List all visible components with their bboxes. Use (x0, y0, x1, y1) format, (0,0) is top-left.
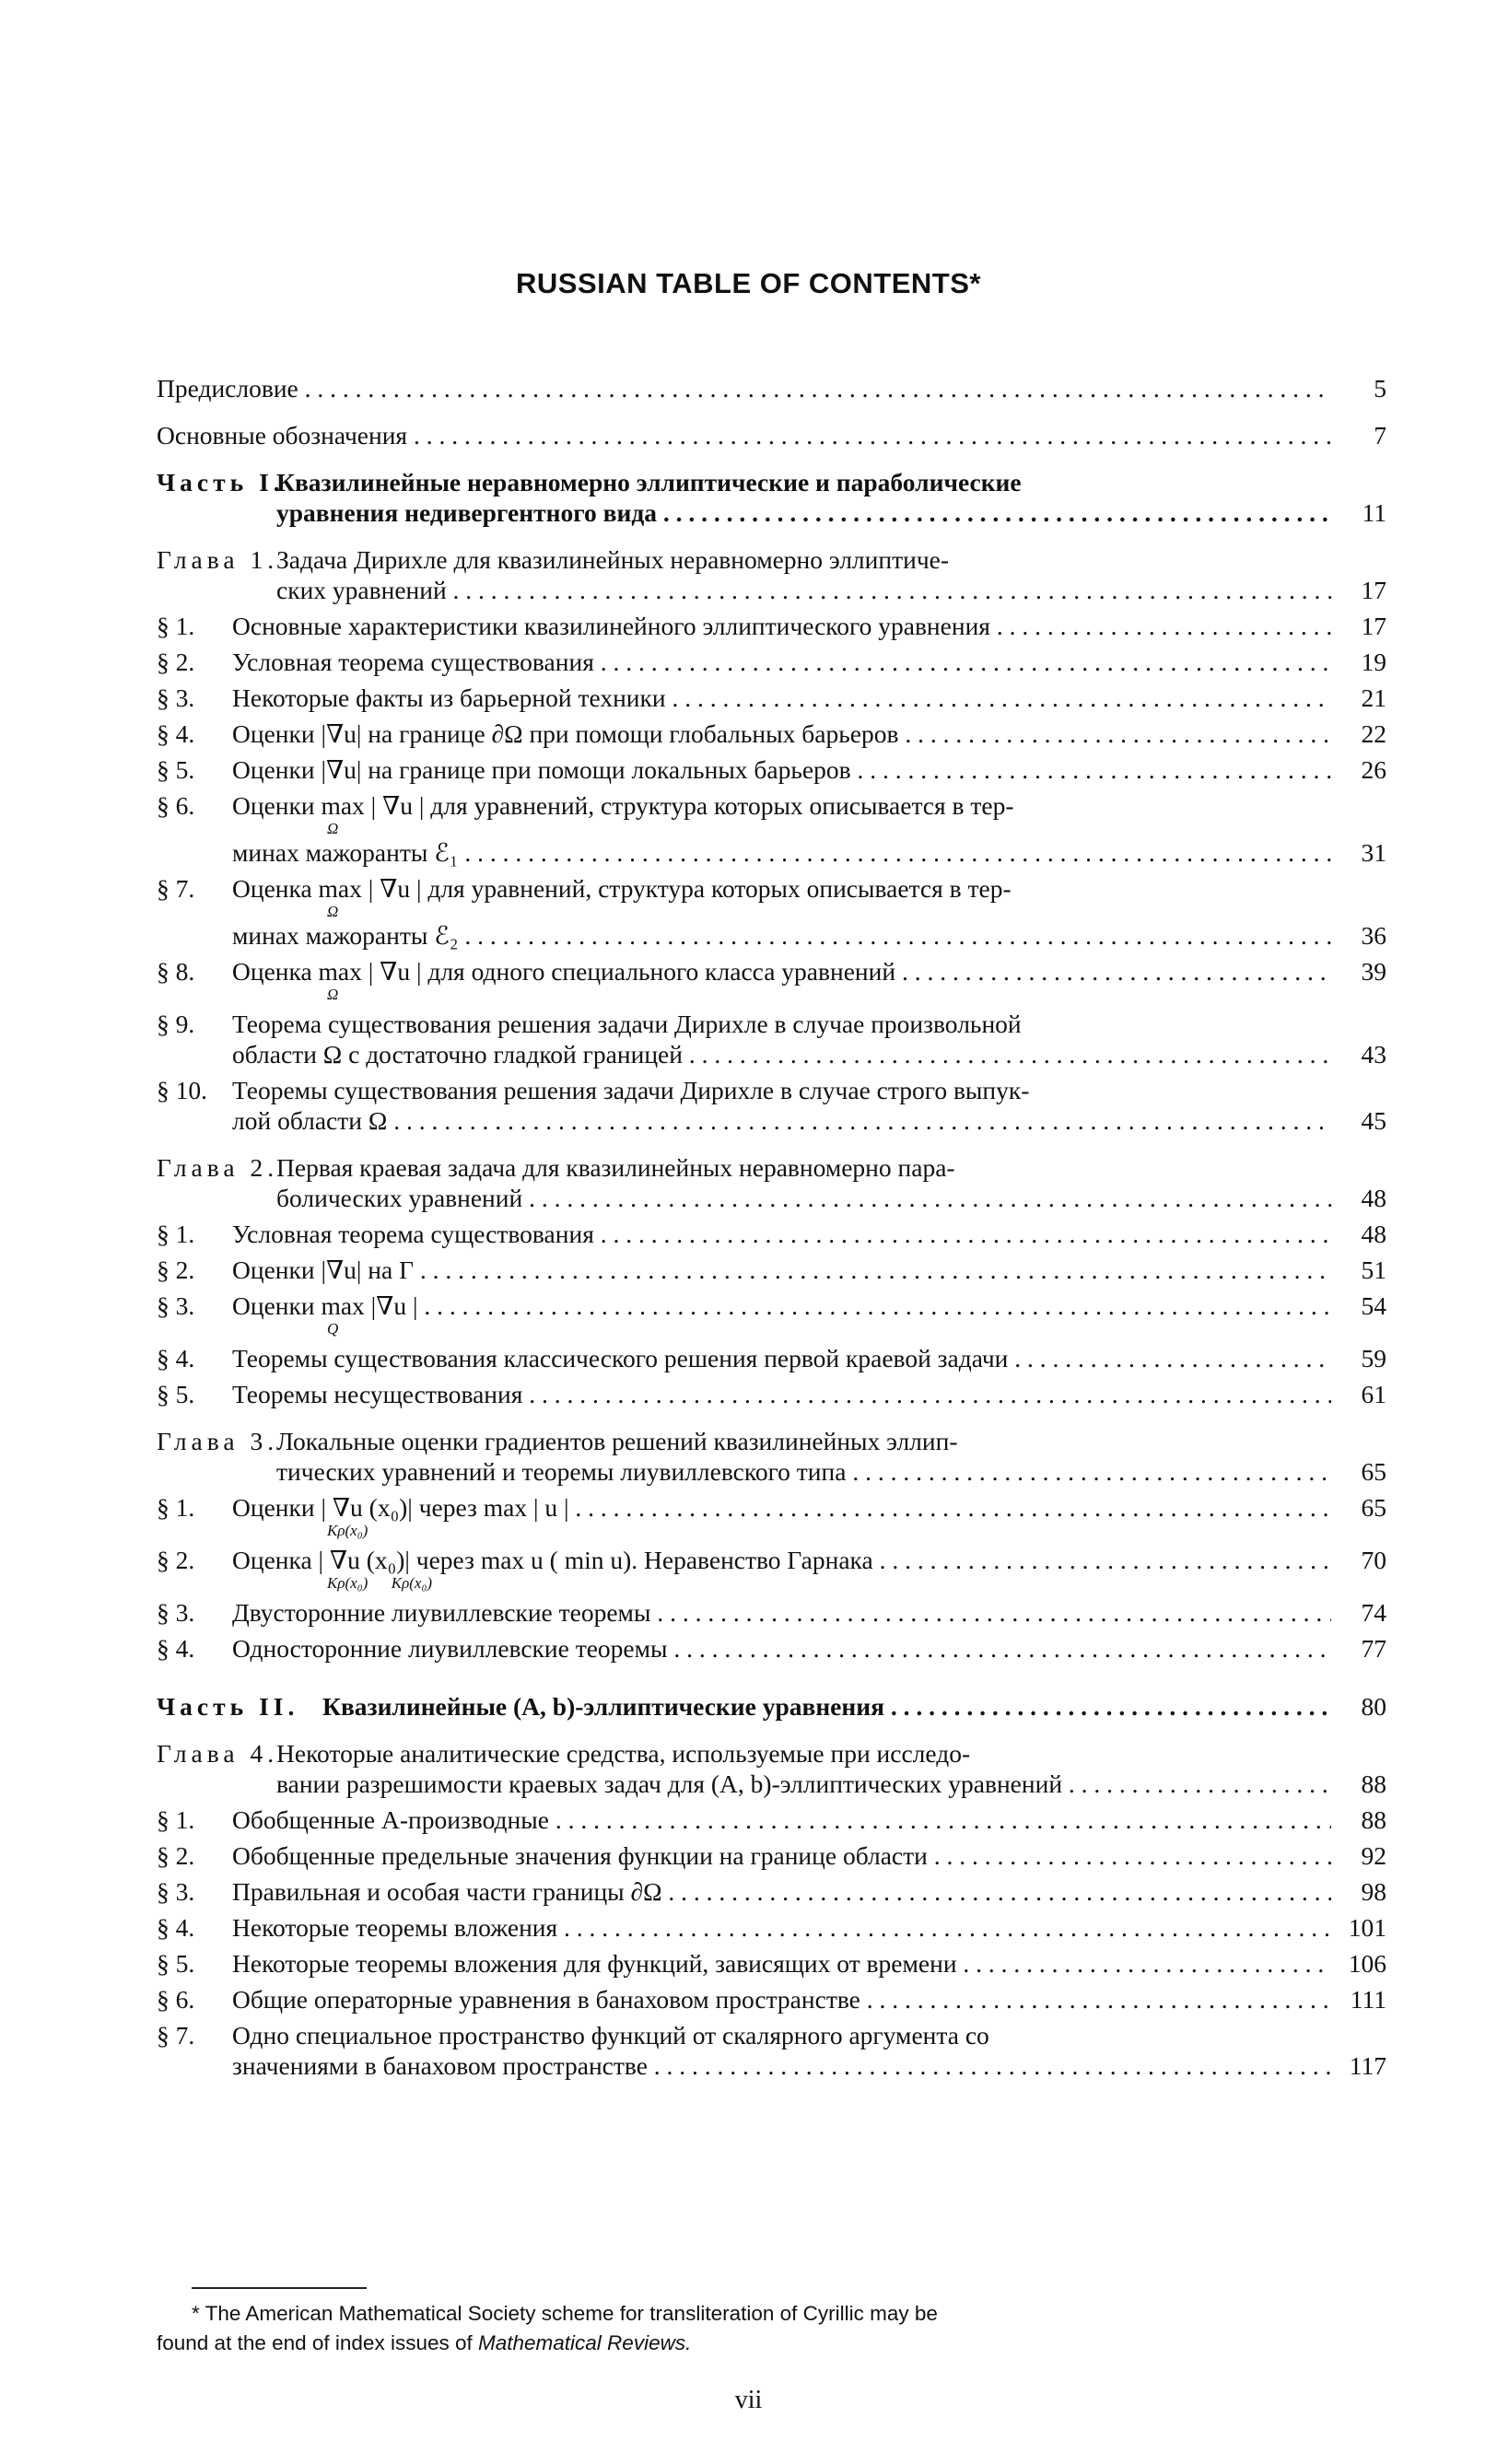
footnote (157, 2299, 1386, 2358)
entry-label: § 5. (157, 1949, 195, 1978)
subscript: Ω (327, 820, 339, 837)
entry-page: 74 (1361, 1598, 1386, 1627)
entry-title: Обобщенные A-производные . . . (232, 1804, 1331, 1835)
footnote-rule (192, 2287, 367, 2289)
entry-page: 92 (1361, 1841, 1386, 1870)
toc-entry (157, 420, 1386, 450)
entry-title: Теорема существования решения задачи Дирихле в случае произвольной (232, 1010, 1022, 1038)
entry-title: лой области Ω . . . (232, 1105, 1331, 1136)
entry-title: Оценка max | ∇u | для одного специального класса уравнений . . . (232, 956, 1331, 987)
entry-label: § 4. (157, 719, 195, 748)
toc-entry (157, 873, 1386, 951)
entry-title: Теоремы существования классического решения первой краевой задачи . . . (232, 1343, 1331, 1373)
toc-entry (157, 1545, 1386, 1592)
entry-page: 17 (1361, 576, 1386, 604)
entry-title: области Ω с достаточно гладкой границей . . . (232, 1039, 1331, 1069)
entry-label: Глава 1. (157, 545, 279, 574)
toc-row (157, 1183, 1386, 1213)
entry-page: 11 (1362, 498, 1386, 527)
toc-entry (157, 1804, 1386, 1835)
spacer (157, 1664, 1386, 1691)
subscript: Ω (327, 986, 339, 1003)
toc-row (157, 956, 1386, 987)
entry-title: Оценки |∇u| на Γ . . . (232, 1255, 1331, 1285)
entry-title: Некоторые теоремы вложения для функций, зависящих от времени . . . (232, 1948, 1331, 1979)
entry-page: 117 (1349, 2051, 1386, 2080)
toc-row (157, 373, 1386, 403)
entry-label: Глава 4. (157, 1739, 279, 1768)
entry-page: 80 (1361, 1692, 1386, 1721)
toc-entry (157, 1984, 1386, 2014)
entry-title: Оценки |∇u| на границе ∂Ω при помощи глобальных барьеров . . . (232, 718, 1331, 749)
entry-label: § 8. (157, 957, 195, 986)
entry-label: § 3. (157, 683, 195, 712)
entry-page: 65 (1361, 1457, 1386, 1486)
toc-entry (157, 2020, 1386, 2081)
entry-title: ских уравнений . . . (232, 575, 1331, 605)
toc-row (157, 1804, 1386, 1835)
toc-entry (157, 718, 1386, 749)
spacer (157, 528, 1386, 544)
entry-title: Некоторые факты из барьерной техники . . . (232, 683, 1331, 713)
toc-entry (157, 1219, 1386, 1249)
subscript: Q (327, 1320, 339, 1337)
entry-label: § 1. (157, 1805, 195, 1834)
entry-label: § 1. (157, 1220, 195, 1248)
entry-title: минах мажоранты ℰ₁ . . . (232, 837, 1331, 868)
entry-page: 88 (1361, 1805, 1386, 1834)
footnote-line-2 (157, 2329, 1386, 2358)
toc-entry (157, 467, 1386, 528)
toc-row (157, 1738, 1386, 1769)
footnote-text: found at the end of index issues of (157, 2331, 478, 2354)
toc-entry (157, 1597, 1386, 1628)
entry-title: Обобщенные предельные значения функции на границе области . . . (232, 1840, 1331, 1871)
entry-label: § 4. (157, 1634, 195, 1663)
entry-title: Теоремы существования решения задачи Дирихле в случае строго выпук- (232, 1076, 1030, 1104)
toc-entry (157, 1691, 1386, 1722)
toc-row (157, 467, 1386, 497)
toc-row (157, 1105, 1386, 1136)
entry-title: Квазилинейные (A, b)-эллиптические уравнения . . . (322, 1691, 1331, 1722)
toc-entry (157, 1840, 1386, 1871)
entry-title: значениями в банаховом пространстве . . . (232, 2050, 1331, 2081)
toc-row (157, 1876, 1386, 1907)
toc-row (157, 611, 1386, 641)
entry-label: § 10. (157, 1076, 207, 1104)
entry-title: Локальные оценки градиентов решений квазилинейных эллип- (276, 1427, 958, 1455)
entry-title: минах мажоранты ℰ₂ . . . (232, 920, 1331, 951)
toc-entry (157, 1379, 1386, 1409)
toc-row (157, 1075, 1386, 1105)
entry-page: 17 (1361, 612, 1386, 640)
toc-row (157, 1545, 1386, 1575)
toc-entry (157, 647, 1386, 677)
toc-row (157, 1597, 1386, 1628)
page-number: vii (734, 2386, 763, 2414)
toc-row (157, 873, 1386, 904)
entry-label: Глава 2. (157, 1153, 279, 1182)
entry-label: § 7. (157, 874, 195, 903)
entry-label: Часть I. (157, 468, 285, 496)
entry-page: 5 (1374, 374, 1386, 403)
toc-row (157, 2050, 1386, 2081)
toc-row (157, 2020, 1386, 2050)
toc-row (157, 1492, 1386, 1523)
entry-title: Задача Дирихле для квазилинейных неравномерно эллиптиче- (276, 545, 950, 574)
entry-label: § 2. (157, 648, 195, 676)
toc-entry (157, 1255, 1386, 1285)
toc-row (157, 1152, 1386, 1183)
toc-row (157, 1426, 1386, 1456)
toc-row (157, 1009, 1386, 1039)
journal-name: Mathematical Reviews. (478, 2331, 692, 2354)
toc-row (157, 1948, 1386, 1979)
entry-page: 54 (1361, 1291, 1386, 1320)
entry-title: Общие операторные уравнения в банаховом пространстве . . . (232, 1984, 1331, 2014)
entry-page: 45 (1361, 1106, 1386, 1135)
toc-entry (157, 1426, 1386, 1487)
toc-row (157, 1456, 1386, 1487)
entry-page: 61 (1361, 1380, 1386, 1408)
entry-title: Двусторонние лиувиллевские теоремы . . . (232, 1597, 1331, 1628)
entry-title: Некоторые теоремы вложения . . . (232, 1912, 1331, 1943)
entry-page: 48 (1361, 1184, 1386, 1212)
spacer (157, 1722, 1386, 1738)
entry-page: 51 (1361, 1255, 1386, 1284)
toc-entry (157, 1492, 1386, 1539)
entry-title: Оценки max | ∇u | для уравнений, структура которых описывается в тер- (232, 791, 1014, 820)
footnote-line-1: * The American Mathematical Society scheme for transliteration of Cyrillic may be (192, 2302, 938, 2325)
toc-entry (157, 1912, 1386, 1943)
entry-title: Квазилинейные неравномерно эллиптические и параболические (276, 468, 1022, 496)
table-of-contents (157, 373, 1386, 2081)
entry-title: Условная теорема существования . . . (232, 1219, 1331, 1249)
toc-row (157, 1219, 1386, 1249)
toc-entry (157, 1290, 1386, 1337)
toc-row (157, 1379, 1386, 1409)
toc-row (157, 1691, 1386, 1722)
toc-row (157, 683, 1386, 713)
entry-page: 36 (1361, 921, 1386, 950)
toc-row (157, 1633, 1386, 1664)
toc-entry (157, 1633, 1386, 1664)
toc-row (157, 1290, 1386, 1321)
subscript: Kρ(x₀) Kρ(x₀) (327, 1574, 433, 1592)
subscript: Ω (327, 903, 339, 920)
entry-title: уравнения недивергентного вида . . . (232, 497, 1331, 528)
entry-page: 21 (1361, 683, 1386, 712)
entry-title: болических уравнений . . . (232, 1183, 1331, 1213)
toc-row (157, 754, 1386, 785)
entry-label: § 9. (157, 1010, 195, 1038)
entry-page: 65 (1361, 1493, 1386, 1522)
entry-page: 59 (1361, 1344, 1386, 1372)
entry-page: 48 (1361, 1220, 1386, 1248)
entry-title: Условная теорема существования . . . (232, 647, 1331, 677)
toc-entry (157, 1876, 1386, 1907)
entry-title: Предисловие . . . (157, 373, 1331, 403)
toc-row (157, 544, 1386, 575)
entry-title: Оценки | ∇u (x₀)| через max | u | . . . (232, 1492, 1331, 1523)
entry-page: 19 (1361, 648, 1386, 676)
toc-row (157, 1255, 1386, 1285)
toc-row (157, 790, 1386, 821)
entry-label: § 4. (157, 1344, 195, 1372)
entry-label: § 6. (157, 791, 195, 820)
entry-label: § 2. (157, 1841, 195, 1870)
entry-title: Оценки |∇u| на границе при помощи локальных барьеров . . . (232, 754, 1331, 785)
entry-page: 26 (1361, 755, 1386, 784)
entry-title: Одно специальное пространство функций от скалярного аргумента со (232, 2021, 989, 2049)
entry-label: § 4. (157, 1913, 195, 1942)
toc-row (157, 1840, 1386, 1871)
toc-entry (157, 544, 1386, 605)
entry-label: § 2. (157, 1255, 195, 1284)
toc-entry (157, 1738, 1386, 1799)
toc-row (157, 837, 1386, 868)
entry-page: 88 (1361, 1769, 1386, 1798)
toc-entry (157, 683, 1386, 713)
toc-row (157, 1039, 1386, 1069)
spacer (157, 1409, 1386, 1426)
toc-row (157, 920, 1386, 951)
entry-label: § 5. (157, 755, 195, 784)
spacer (157, 450, 1386, 467)
spacer (157, 403, 1386, 420)
toc-entry (157, 611, 1386, 641)
entry-label: § 3. (157, 1877, 195, 1906)
entry-page: 70 (1361, 1546, 1386, 1574)
entry-title: Оценки max |∇u | . . . (232, 1290, 1331, 1321)
entry-title: тических уравнений и теоремы лиувиллевского типа . . . (232, 1456, 1331, 1487)
entry-page: 22 (1361, 719, 1386, 748)
entry-page: 106 (1348, 1949, 1386, 1978)
entry-title: Оценка | ∇u (x₀)| через max u ( min u). Неравенство Гарнака . . . (232, 1545, 1331, 1575)
spacer (157, 1136, 1386, 1152)
toc-row (157, 575, 1386, 605)
entry-label: § 7. (157, 2021, 195, 2049)
entry-page: 7 (1374, 421, 1386, 450)
toc-entry (157, 373, 1386, 403)
toc-entry (157, 1009, 1386, 1069)
entry-title: Некоторые аналитические средства, используемые при исследо- (276, 1739, 971, 1768)
toc-entry (157, 1152, 1386, 1213)
toc-row (157, 420, 1386, 450)
entry-title: Основные обозначения . . . (157, 420, 1331, 450)
entry-label: § 2. (157, 1546, 195, 1574)
entry-label: Глава 3. (157, 1427, 279, 1455)
entry-page: 39 (1361, 957, 1386, 986)
toc-row (157, 647, 1386, 677)
entry-page: 111 (1350, 1985, 1386, 2014)
toc-row (157, 1912, 1386, 1943)
entry-title: Оценка max | ∇u | для уравнений, структура которых описывается в тер- (232, 874, 1012, 903)
entry-title: Основные характеристики квазилинейного эллиптического уравнения . . . (232, 611, 1331, 641)
entry-page: 101 (1348, 1913, 1386, 1942)
entry-title: Односторонние лиувиллевские теоремы . . . (232, 1633, 1331, 1664)
entry-title: Правильная и особая части границы ∂Ω . . . (232, 1876, 1331, 1907)
toc-row (157, 1984, 1386, 2014)
entry-page: 98 (1361, 1877, 1386, 1906)
entry-title: вании разрешимости краевых задач для (A, b)-эллиптических уравнений . . . (232, 1769, 1331, 1799)
toc-entry (157, 1343, 1386, 1373)
page-title: RUSSIAN TABLE OF CONTENTS* (516, 267, 981, 299)
entry-label: § 5. (157, 1380, 195, 1408)
toc-row (157, 718, 1386, 749)
entry-label: Часть II. (157, 1692, 299, 1721)
toc-row (157, 497, 1386, 528)
entry-label: § 1. (157, 1493, 195, 1522)
toc-row (157, 1769, 1386, 1799)
subscript: Kρ(x₀) (327, 1522, 368, 1539)
toc-entry (157, 1075, 1386, 1136)
entry-page: 43 (1361, 1040, 1386, 1069)
toc-entry (157, 1948, 1386, 1979)
entry-page: 77 (1361, 1634, 1386, 1663)
toc-row (157, 1343, 1386, 1373)
toc-entry (157, 956, 1386, 1003)
entry-title: Первая краевая задача для квазилинейных неравномерно пара- (276, 1153, 955, 1182)
toc-entry (157, 754, 1386, 785)
entry-label: § 6. (157, 1985, 195, 2014)
entry-label: § 3. (157, 1291, 195, 1320)
entry-label: § 3. (157, 1598, 195, 1627)
toc-entry (157, 790, 1386, 868)
entry-page: 31 (1361, 838, 1386, 867)
entry-label: § 1. (157, 612, 195, 640)
entry-title: Теоремы несуществования . . . (232, 1379, 1331, 1409)
